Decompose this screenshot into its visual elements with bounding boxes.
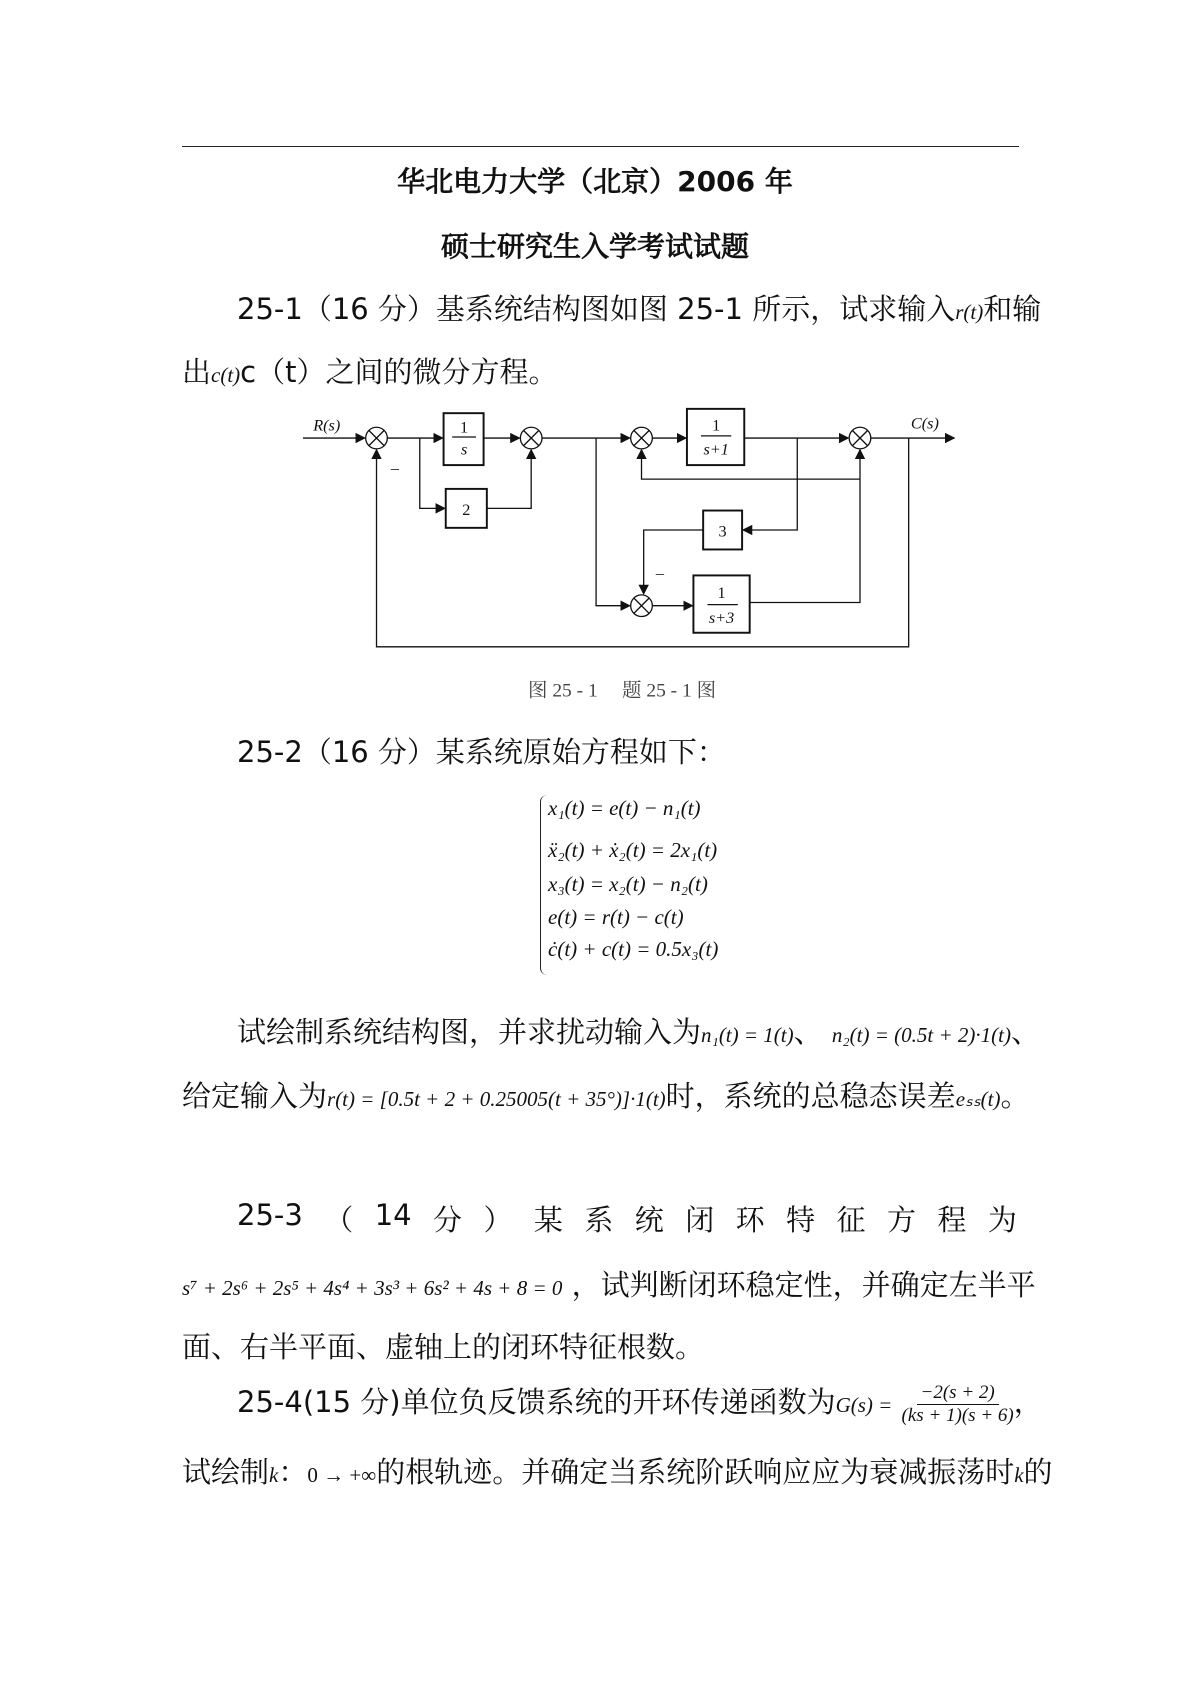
q2-text-b: 给定输入为 (182, 1079, 328, 1113)
q2-line2 (182, 1074, 1030, 1115)
q3-line3: 面、右半平面、虚轴上的闭环特征根数。 (182, 1330, 705, 1364)
tf-denominator: (ks + 1)(s + 6) (901, 1404, 1014, 1426)
q1-text-c: 出 (182, 355, 212, 389)
q3-text: ，试判断闭环稳定性，并确定左半平 (571, 1268, 1036, 1302)
q4-text-d: 的 (1023, 1455, 1053, 1489)
equation-3: x₃(t) = x₂(t) − n₂(t) (548, 872, 708, 896)
token: 14 (374, 1198, 412, 1232)
block1-den: s (460, 440, 468, 459)
block5-den: s+3 (708, 609, 735, 628)
q4-text: 25-4(15 分)单位负反馈系统的开环传递函数为 (237, 1385, 836, 1419)
token: 方 (886, 1203, 916, 1237)
q4-line1 (237, 1380, 1043, 1427)
block3-num: 1 (712, 416, 721, 435)
k-var: k (269, 1463, 279, 1487)
equation-brace (540, 795, 547, 975)
q3-line2 (182, 1263, 1036, 1304)
q4-text-b: 试绘制 (182, 1455, 270, 1489)
token: 征 (836, 1203, 866, 1237)
token: 系 (584, 1203, 614, 1237)
equation-4: e(t) = r(t) − c(t) (548, 905, 684, 929)
token: 分 (433, 1203, 463, 1237)
q1-text-b: 和输 (983, 292, 1042, 326)
minus-sign-2: – (655, 564, 664, 583)
ess-expr: eₛₛ(t) (955, 1087, 1001, 1111)
sep: 、 (1010, 1015, 1040, 1049)
token: 统 (634, 1203, 664, 1237)
figure-caption: 图 25 - 1 题 25 - 1 图 (528, 680, 717, 702)
page-title: 华北电力大学（北京）2006 年 (397, 165, 793, 198)
equation-2: ẍ₂(t) + ẋ₂(t) = 2x₁(t) (548, 838, 718, 862)
token: ） (483, 1203, 513, 1237)
block1-num: 1 (460, 418, 469, 437)
q4-text-c: 的根轨迹。并确定当系统阶跃响应应为衰减振荡时 (376, 1455, 1015, 1489)
tf-numerator: −2(s + 2) (917, 1382, 999, 1405)
q3-heading (237, 1198, 1017, 1239)
token: 环 (735, 1203, 765, 1237)
token: 某 (533, 1203, 563, 1237)
token: 25-3 (237, 1198, 303, 1232)
token: 特 (786, 1203, 816, 1237)
summing-junctions (366, 427, 871, 616)
minus-sign-1: – (390, 459, 399, 478)
k-var: k (1014, 1463, 1024, 1487)
token: 为 (987, 1203, 1017, 1237)
block3-den: s+1 (703, 440, 729, 459)
token: （ (324, 1203, 354, 1237)
transfer-function (902, 1382, 1014, 1427)
equation-5: ċ(t) + c(t) = 0.5x₃(t) (548, 937, 719, 961)
sep: 、 (793, 1015, 823, 1049)
q4-line2 (182, 1450, 1053, 1491)
block5-num: 1 (717, 584, 726, 603)
period: 。 (1000, 1079, 1030, 1113)
output-label: C(s) (910, 414, 939, 433)
G-label: G(s) = (835, 1393, 893, 1417)
equation-1: x₁(t) = e(t) − n₁(t) (548, 796, 701, 820)
block4-gain: 3 (718, 522, 727, 541)
q1-r: r(t) (955, 300, 984, 324)
n1-expr: n₁(t) = 1(t) (701, 1023, 794, 1047)
n2-expr: n₂(t) = (0.5t + 2)·1(t) (831, 1023, 1011, 1047)
q2-text-c: 时，系统的总稳态误差 (665, 1079, 956, 1113)
page-subtitle: 硕士研究生入学考试试题 (440, 230, 749, 263)
r-expr: r(t) = [0.5t + 2 + 0.25005(t + 35°)]·1(t) (327, 1087, 666, 1111)
q1-text-d: c（t）之间的微分方程。 (240, 355, 558, 389)
q1-text: 25-1（16 分）基系统结构图如图 25-1 所示，试求输入 (237, 292, 956, 326)
q2-heading: 25-2（16 分）某系统原始方程如下： (237, 735, 726, 769)
colon: ： (278, 1455, 308, 1489)
q1-c: c(t) (211, 363, 241, 387)
block2-gain: 2 (462, 500, 471, 519)
token: 程 (937, 1203, 967, 1237)
token: 闭 (685, 1203, 715, 1237)
comma: ， (1013, 1385, 1043, 1419)
input-label: R(s) (313, 416, 341, 435)
k-range: 0 → +∞ (307, 1463, 377, 1487)
char-equation: s⁷ + 2s⁶ + 2s⁵ + 4s⁴ + 3s³ + 6s² + 4s + 8 = 0 (182, 1276, 563, 1300)
q2-line1 (237, 1010, 1040, 1051)
q2-text: 试绘制系统结构图，并求扰动输入为 (237, 1015, 702, 1049)
